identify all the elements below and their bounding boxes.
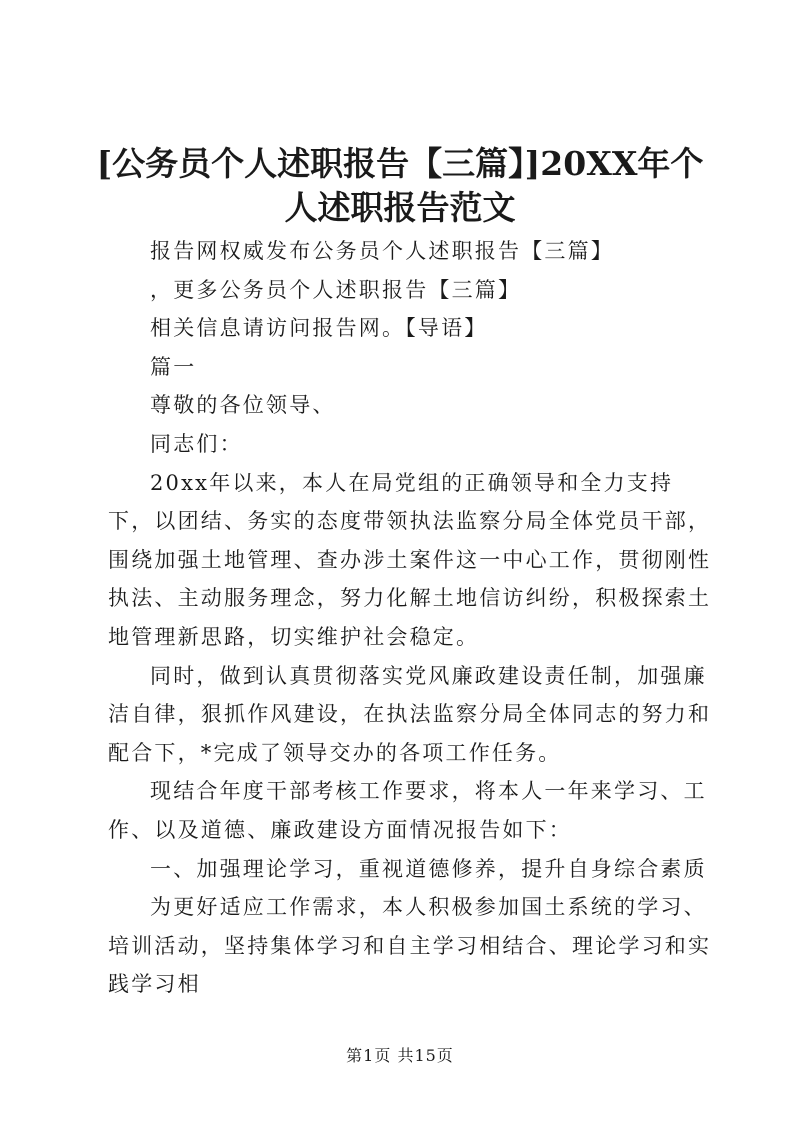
paragraph: 20xx年以来，本人在局党组的正确领导和全力支持下，以团结、务实的态度带领执法监察分局全体党员干部，围绕加强土地管理、查办涉土案件这一中心工作，贯彻刚性执法、主动服务理念，努力化解土地信访纠纷，积极探索土地管理新思路，切实维护社会稳定。 [108,470,712,649]
document-title: [公务员个人述职报告【三篇】]20XX年个人述职报告范文 [96,144,704,227]
paragraph: 同时，做到认真贯彻落实党风廉政建设责任制，加强廉洁自律，狠抓作风建设，在执法监察分局全体同志的努力和配合下，*完成了领导交办的各项工作任务。 [108,663,712,765]
page-number: 第1页 共15页 [346,1046,454,1065]
section-heading: 一、加强理论学习，重视道德修养，提升自身综合素质 [150,856,707,881]
paragraph: 现结合年度干部考核工作要求，将本人一年来学习、工作、以及道德、廉政建设方面情况报告如下： [108,779,707,842]
salutation: 尊敬的各位领导、 [150,393,336,418]
paragraph: ，更多公务员个人述职报告【三篇】 [150,277,522,302]
paragraph: 报告网权威发布公务员个人述职报告【三篇】 [150,239,614,263]
paragraph: 为更好适应工作需求，本人积极参加国土系统的学习、培训活动，坚持集体学习和自主学习相结合、理论学习和实践学习相 [108,895,712,997]
section-heading: 篇一 [150,354,197,379]
paragraph: 相关信息请访问报告网。【导语】 [150,316,488,341]
document-body [108,232,714,1004]
salutation: 同志们： [150,431,243,456]
